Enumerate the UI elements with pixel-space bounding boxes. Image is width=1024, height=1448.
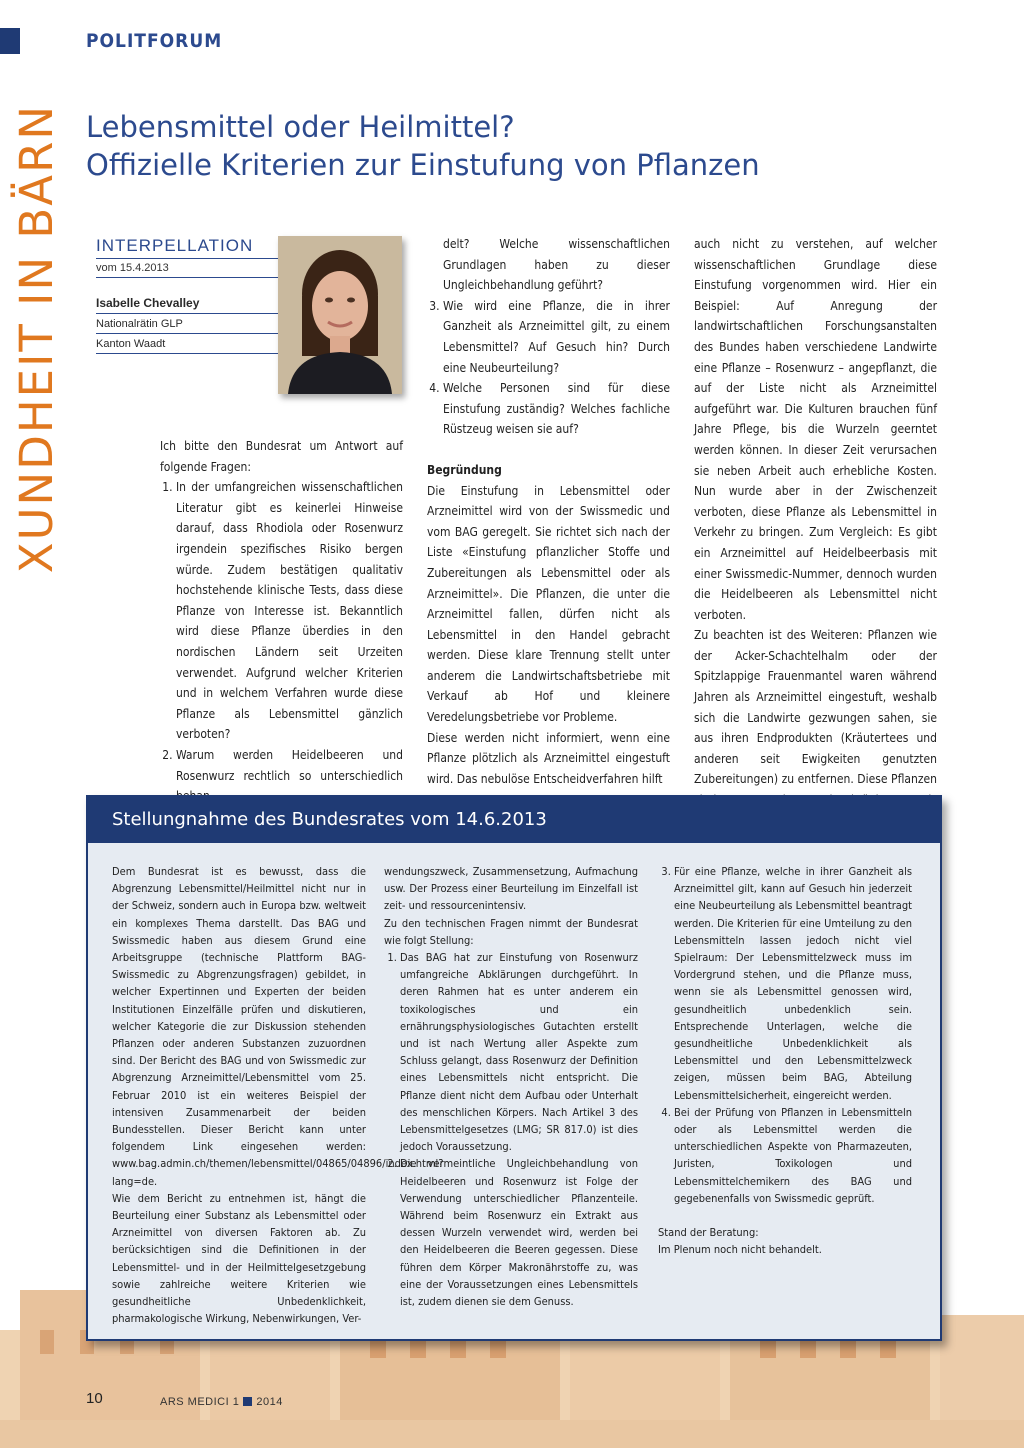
justification-heading: Begründung xyxy=(427,462,502,477)
magazine-year: 2014 xyxy=(256,1396,283,1408)
statement-paragraph-4: Zu den technischen Fragen nimmt der Bundesrat wie folgt Stellung: xyxy=(384,916,638,947)
interpellation-info xyxy=(96,236,280,354)
footer-square-icon xyxy=(243,1397,252,1406)
section-label: POLITFORUM xyxy=(86,30,223,52)
question-1: 1. In der umfangreichen wissenschaftlichen Literatur gibt es keinerlei Hinweise darauf, dass Rhodiola oder Rosenwurz irgendein spezifisches Risiko bergen würde. Zudem bestätigen qualitativ hochstehende klinische Tests, dass diese Pflanze von Interesse ist. Bekanntlich wird diese Pflanze überdies in den nordischen Ländern seit Urzeiten verwendet. Aufgrund welcher Kriterien und in welchem Verfahren wurde diese Pflanze als Lebensmittel gänzlich verboten? xyxy=(176,477,403,745)
magazine-name: ARS MEDICI 1 xyxy=(160,1396,240,1408)
intro-text: Ich bitte den Bundesrat um Antwort auf folgende Fragen: xyxy=(160,439,403,474)
corner-mark xyxy=(0,28,20,54)
answer-4: 4. Bei der Prüfung von Pflanzen in Lebensmitteln oder als Lebensmittel werden die unterschiedlichen Aspekte von Pharmazeuten, Juristen, Toxikologen und Lebensmittelchemikern des BAG und gegebenenfalls von Swissmedic geprüft. xyxy=(674,1104,912,1207)
answer-2: 2. Die vermeintliche Ungleichbehandlung von Heidelbeeren und Rosenwurz ist Folge der Verwendung unterschiedlicher Pflanzenteile. Während beim Rosenwurz ein Extrakt aus dessen Wurzeln verwendet wird, werden bei den Heidelbeeren die Beeren gegessen. Diese führen dem Körper Makronährstoffe zu, was eine der Voraussetzungen eines Lebensmittels ist, zudem dienen sie dem Genuss. xyxy=(400,1155,638,1310)
justification-paragraph-4: Zu beachten ist des Weiteren: Pflanzen wie der Acker-Schachtelhalm oder der Spitzlappige Frauenmantel waren während Jahren als Arzneimittel eingestuft, weshalb sich die Landwirte gezwungen sahen, sie aus ihren Endprodukten (Kräutertees und anderen seit Ewigkeiten genutzten Zubereitungen) zu entfernen. Diese Pflanzen xyxy=(694,628,937,787)
question-2: 2. Warum werden Heidelbeeren und Rosenwurz rechtlich so unterschiedlich xyxy=(176,745,403,807)
title-line-2: Offizielle Kriterien zur Einstufung von Pflanzen xyxy=(86,148,760,182)
article-column-1 xyxy=(160,436,403,807)
statement-column-1 xyxy=(112,863,444,1327)
statement-column-2 xyxy=(384,863,638,1310)
statement-paragraph-1: Dem Bundesrat ist es bewusst, dass die Abgrenzung Lebensmittel/Heilmittel nicht nur in der Schweiz, sondern auch in Europa bzw. weltweit ein komplexes Thema darstellt. Das BAG und Swissmedic haben aus diesem Grund eine Arbeitsgruppe (technische Plattform BAG-Swissmedic zu Abgrenzungsfragen) gebildet, in welcher Expertinnen und Experten der beiden Institutionen Einzelfälle prüfen und diskutieren, welcher Kategorie die zur Diskussion stehenden Pflanzen oder anderen Substanzen zuzuordnen sind. Der Bericht des BAG und von Swissmedic zur Abgrenzung Arzneimittel/Lebensmittel vom 25. Februar 2010 ist ein weiteres Beispiel der intensiven Zusammenarbeit der beiden Bundesstellen. Dieser Bericht kann unter folgendem Link eingesehen werden: www.bag.admin.ch/themen/lebensmittel/04865/04896/index.html?lang=de. xyxy=(112,865,444,1188)
page-number: 10 xyxy=(86,1390,103,1407)
author-name: Isabelle Chevalley xyxy=(96,296,280,314)
justification-paragraph-3: auch nicht zu verstehen, auf welcher wissenschaftlichen Grundlage diese Einstufung vorgenommen wird. Hier ein Beispiel: Auf Anregung der landwirtschaftlichen Forschungsanstalten des Bundes haben verschiedene Landwirte eine Pflanze – Rosenwurz – angepflanzt, die auf der Liste nicht als Arzneimittel aufgeführt war. Die Kulturen brauchen fünf Jahre Pflege, bis die Wurzeln geerntet werden können. In dieser Zeit verursachen sie neben Arbeit auch erhebliche Kosten. Nun wurde aber in der Zwischenzeit verboten, diese Pflanze als Lebensmittel in Verkehr zu bringen. Zum Vergleich: Es gibt ein Arzneimittel auf Heidelbeerbasis mit einer Swissmedic-Nummer, dennoch wurden die Heidelbeeren als Lebensmittel nicht verboten. xyxy=(694,237,937,622)
article-column-3 xyxy=(694,234,937,831)
statement-title: Stellungnahme des Bundesrates vom 14.6.2013 xyxy=(88,797,940,843)
article-column-2 xyxy=(427,234,670,789)
magazine-footer xyxy=(160,1396,283,1408)
question-2-continued: delt? Welche wissenschaftlichen Grundlagen haben zu dieser Ungleichbehandlung geführt? xyxy=(443,237,670,293)
status-value: Im Plenum noch nicht behandelt. xyxy=(658,1243,822,1257)
question-4: 4. Welche Personen sind für diese Einstufung zuständig? Welches fachliche Rüstzeug weisen sie auf? xyxy=(443,378,670,440)
answer-3: 3. Für eine Pflanze, welche in ihrer Ganzheit als Arzneimittel gilt, kann auf Gesuch hin jederzeit eine Neubeurteilung als Lebensmittel beantragt werden. Die Kriterien für eine Umteilung zu den Lebensmitteln lassen jedoch nicht viel Spielraum: Der Lebensmittelzweck muss im Vordergrund stehen, und die Pflanze muss, wenn sie als Lebensmittel genossen wird, gesundheitlich unbedenklich sein. Entsprechende Unterlagen, welche die gesundheitliche Unbedenklichkeit als Lebensmittel und den Lebensmittelzweck zeigen, müssen beim BAG, Abteilung Lebensmittelsicherheit, eingereicht werden. xyxy=(674,863,912,1104)
status-label: Stand der Beratung: xyxy=(658,1226,759,1240)
federal-council-statement xyxy=(86,795,942,1341)
author-photo xyxy=(278,236,402,394)
author-canton: Kanton Waadt xyxy=(96,338,280,354)
sidebar-title: XUNDHEIT IN BÄRN xyxy=(10,104,63,574)
page-title xyxy=(86,108,760,184)
title-line-1: Lebensmittel oder Heilmittel? xyxy=(86,110,515,144)
statement-paragraph-2: Wie dem Bericht zu entnehmen ist, hängt die Beurteilung einer Substanz als Lebensmittel oder Arzneimittel von diversen Faktoren ab. Zu berücksichtigen sind die Definitionen in der Lebensmittel- und in der Heilmittelgesetzgebung sowie zahlreiche weitere Kriterien wie gesundheitliche Unbedenklichkeit, pharmakologische Wirkung, Nebenwirkungen, Ver- xyxy=(112,1191,366,1326)
question-3: 3. Wie wird eine Pflanze, die in ihrer Ganzheit als Arzneimittel gilt, zu einem Lebensmittel? Auf Gesuch hin? Durch eine Neubeurteilung? xyxy=(443,296,670,378)
justification-paragraph-2: Diese werden nicht informiert, wenn eine Pflanze plötzlich als Arzneimittel eingestuft wird. Das nebulöse Entscheidverfahren hilft xyxy=(427,730,670,786)
statement-column-3 xyxy=(658,863,912,1258)
interpellation-date: vom 15.4.2013 xyxy=(96,262,280,278)
statement-paragraph-3: wendungszweck, Zusammensetzung, Aufmachung usw. Der Prozess einer Beurteilung im Einzelfall ist zeit- und ressourcenintensiv. xyxy=(384,865,638,913)
answer-1: 1. Das BAG hat zur Einstufung von Rosenwurz umfangreiche Abklärungen durchgeführt. In deren Rahmen hat es unter anderem ein toxikologisches und ein ernährungsphysiologisches Gutachten erstellt und ist nach Wertung aller Aspekte zum Schluss gelangt, dass Rosenwurz der Definition eines Lebensmittels nicht entspricht. Die Pflanze dient nicht dem Aufbau oder Unterhalt des menschlichen Körpers. Nach Artikel 3 des Lebensmittelgesetzes (LMG; SR 817.0) ist dies jedoch Voraussetzung. xyxy=(400,949,638,1155)
interpellation-label: INTERPELLATION xyxy=(96,236,280,259)
justification-paragraph-1: Die Einstufung in Lebensmittel oder Arzneimittel wird von der Swissmedic und vom BAG geregelt. Sie richtet sich nach der Liste «Einstufung pflanzlicher Stoffe und Zubereitungen als Lebensmittel oder als Arzneimittel». Die Pflanzen, die unter die Arzneimittel fallen, dürfen nicht als Lebensmittel in den Handel gebracht werden. Diese klare Trennung stellt unter anderem die Landwirtschaftsbetriebe mit Verkauf ab Hof und kleinere Veredelungsbetriebe vor Probleme. xyxy=(427,483,670,725)
author-role: Nationalrätin GLP xyxy=(96,318,280,334)
